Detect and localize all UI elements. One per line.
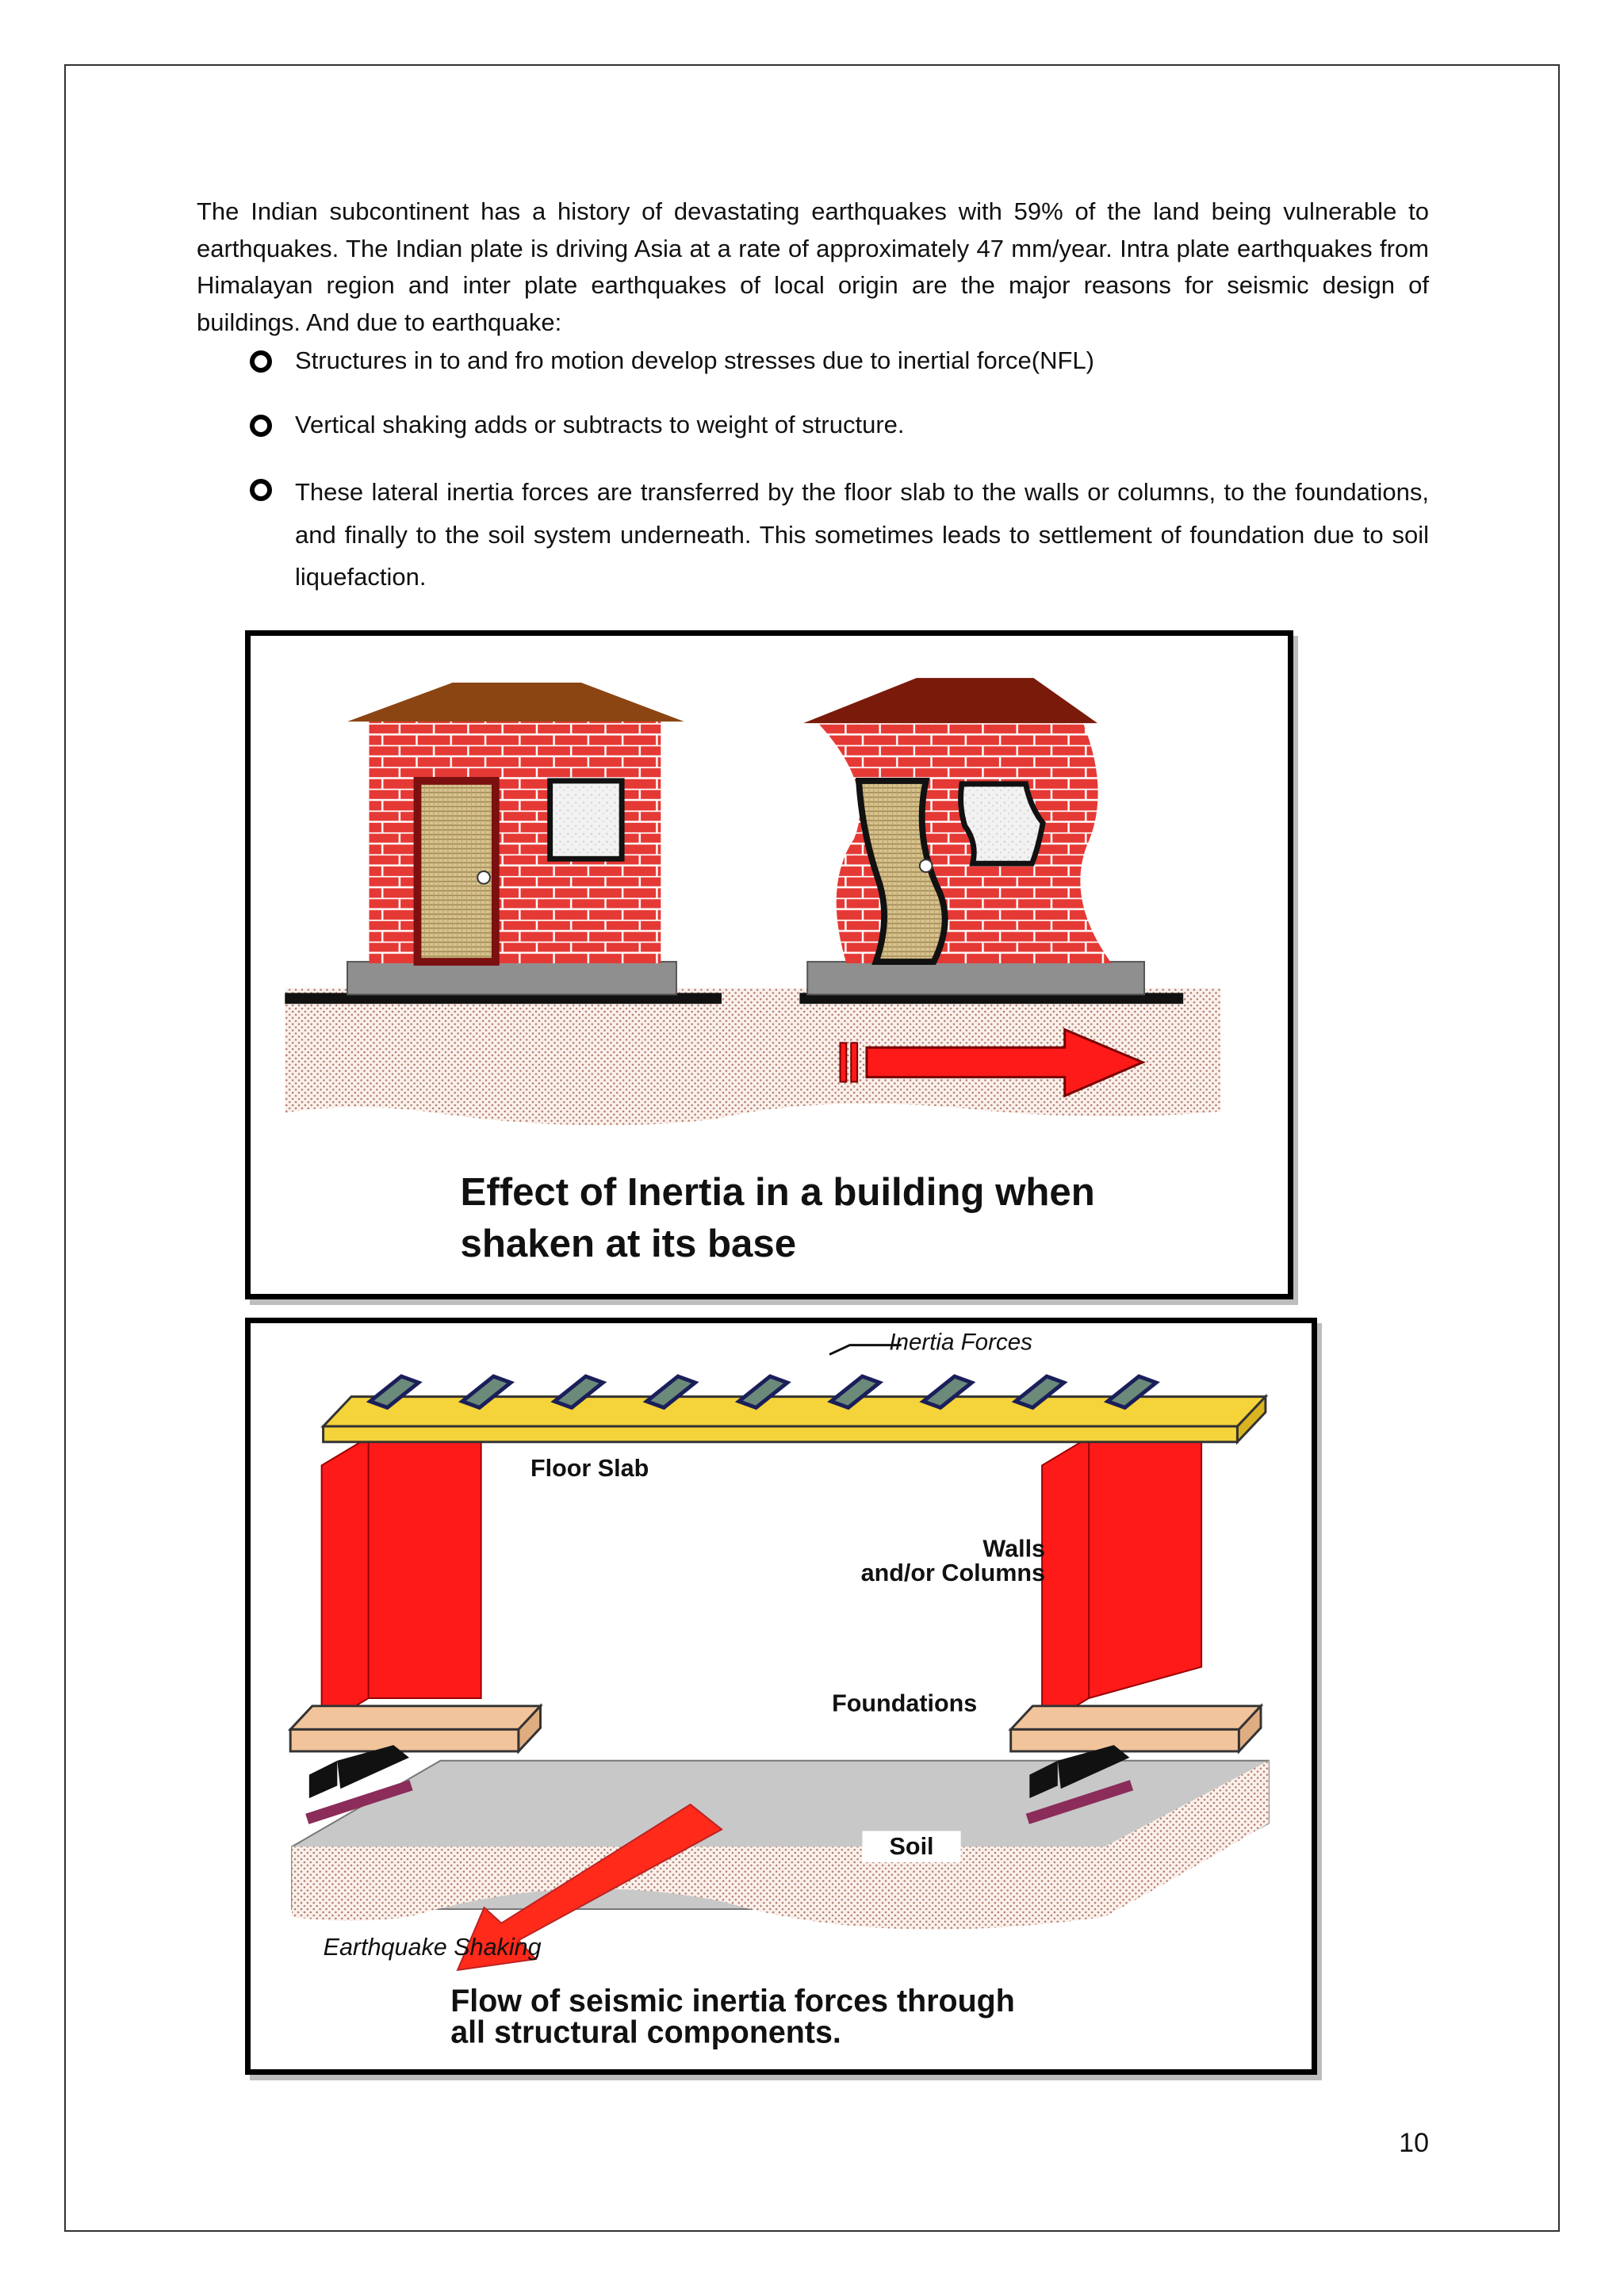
label-soil: Soil bbox=[889, 1833, 934, 1861]
bullet-list bbox=[197, 342, 1429, 599]
bullet-item bbox=[197, 471, 1429, 599]
figure2-caption-line1: Flow of seismic inertia forces through bbox=[450, 1984, 1015, 2019]
house-at-rest bbox=[347, 683, 684, 994]
bullet-circle-icon bbox=[250, 479, 272, 501]
bullet-text: Vertical shaking adds or subtracts to weight of structure. bbox=[295, 411, 905, 438]
bullet-text: These lateral inertia forces are transferred by the floor slab to the walls or columns, to the foundations, and finally to the soil system underneath. This sometimes leads to settlement of foundation due to soil liquefaction. bbox=[295, 478, 1429, 591]
house-shaken bbox=[803, 678, 1144, 994]
bullet-circle-icon bbox=[250, 415, 272, 437]
label-and-or-columns: and/or Columns bbox=[860, 1559, 1046, 1587]
label-walls: Walls bbox=[982, 1535, 1046, 1563]
bullet-item bbox=[197, 342, 1429, 379]
page-number: 10 bbox=[1399, 2128, 1429, 2158]
label-earthquake-shaking: Earthquake Shaking bbox=[323, 1934, 542, 1961]
figure-inertia-flow bbox=[245, 1318, 1317, 2075]
intro-paragraph: The Indian subcontinent has a history of devastating earthquakes with 59% of the land being vulnerable to earthquakes. The Indian plate is driving Asia at a rate of approximately 47 mm/year. Intra plate earthquakes from Himalayan region and inter plate earthquakes of local origin are the major reasons for seismic design of buildings. And due to earthquake: bbox=[197, 197, 1429, 336]
bullet-circle-icon bbox=[250, 350, 272, 373]
bullet-item bbox=[197, 407, 1429, 443]
figure-inertia-effect bbox=[245, 630, 1293, 1299]
inertia-force-arrows-icon bbox=[370, 1376, 1156, 1407]
label-foundations: Foundations bbox=[832, 1689, 978, 1717]
ground-soil-left bbox=[285, 989, 714, 1126]
label-inertia-forces: Inertia Forces bbox=[889, 1329, 1032, 1356]
bullet-text: Structures in to and fro motion develop stresses due to inertial force(NFL) bbox=[295, 346, 1094, 374]
label-floor-slab: Floor Slab bbox=[530, 1455, 649, 1483]
figure1-caption-line2: shaken at its base bbox=[460, 1221, 797, 1265]
figure1-caption-line1: Effect of Inertia in a building when bbox=[460, 1169, 1095, 1214]
figure2-caption-line2: all structural components. bbox=[450, 2015, 841, 2050]
